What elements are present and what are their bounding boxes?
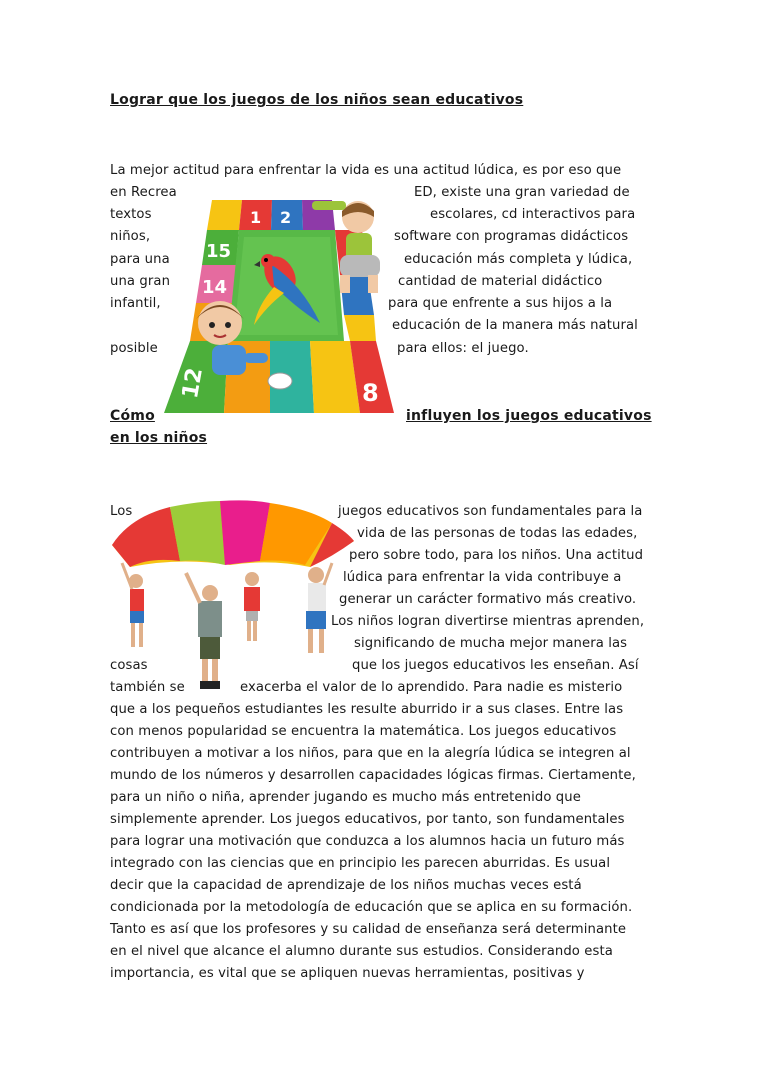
text-line: también se xyxy=(110,680,185,695)
text-line: Tanto es así que los profesores y su calidad de enseñanza será determinante xyxy=(110,922,627,937)
text-line: para una xyxy=(110,252,170,267)
text-line: ED, existe una gran variedad de xyxy=(414,185,630,200)
text-line: exacerba el valor de lo aprendido. Para nadie es misterio xyxy=(240,680,623,695)
play-mat-illustration xyxy=(162,195,398,415)
text-line: simplemente aprender. Los juegos educativos, por tanto, son fundamentales xyxy=(110,812,625,827)
child-figure xyxy=(186,573,222,689)
text-line: juegos educativos son fundamentales para la xyxy=(338,504,643,519)
text-line: cosas xyxy=(110,658,148,673)
child-figure xyxy=(244,572,260,641)
text-line: significando de mucha mejor manera las xyxy=(354,636,628,651)
text-line: niños, xyxy=(110,229,151,244)
mat-number: 12 xyxy=(177,365,208,401)
text-line: para un niño o niña, aprender jugando es mucho más entretenido que xyxy=(110,790,581,805)
text-line: importancia, es vital que se apliquen nuevas herramientas, positivas y xyxy=(110,966,585,981)
text-line: software con programas didácticos xyxy=(394,229,629,244)
mat-number: 14 xyxy=(202,277,228,298)
child-figure xyxy=(122,563,144,647)
text-line: una gran xyxy=(110,274,171,289)
text-line: Los xyxy=(110,504,133,519)
text-line: educación de la manera más natural xyxy=(392,318,638,333)
text-line: lúdica para enfrentar la vida contribuye a xyxy=(343,570,622,585)
section1-heading: Lograr que los juegos de los niños sean educativos xyxy=(110,92,524,108)
text-line: infantil, xyxy=(110,296,161,311)
text-line: en el nivel que alcance el alumno durante sus estudios. Considerando esta xyxy=(110,944,613,959)
text-line: mundo de los números y desarrollen capacidades lógicas firmas. Ciertamente, xyxy=(110,768,636,783)
mat-number: 15 xyxy=(206,241,232,262)
text-line: en Recrea xyxy=(110,185,177,200)
mat-number: 8 xyxy=(362,379,379,407)
section2-heading-part2: influyen los juegos educativos xyxy=(406,408,652,424)
child-figure xyxy=(306,563,332,653)
section2-heading-part1: Cómo xyxy=(110,408,155,424)
mat-number: 2 xyxy=(280,208,292,227)
text-line: que a los pequeños estudiantes les resulte aburrido ir a sus clases. Entre las xyxy=(110,702,624,717)
text-line: cantidad de material didáctico xyxy=(398,274,603,289)
text-line: integrado con las ciencias que en principio les parecen aburridas. Es usual xyxy=(110,856,611,871)
text-line: generar un carácter formativo más creativo. xyxy=(339,592,637,607)
mat-number: 1 xyxy=(250,208,262,227)
text-line: para ellos: el juego. xyxy=(397,341,529,356)
text-line: vida de las personas de todas las edades, xyxy=(357,526,638,541)
text-line: para que enfrente a sus hijos a la xyxy=(388,296,613,311)
text-line: Los niños logran divertirse mientras aprenden, xyxy=(331,614,645,629)
text-line: escolares, cd interactivos para xyxy=(430,207,636,222)
text-line: contribuyen a motivar a los niños, para que en la alegría lúdica se integren al xyxy=(110,746,631,761)
text-line: que los juegos educativos les enseñan. Así xyxy=(352,658,639,673)
text-line: pero sobre todo, para los niños. Una actitud xyxy=(349,548,644,563)
text-line: textos xyxy=(110,207,152,222)
section2-heading-line2: en los niños xyxy=(110,430,208,446)
text-line: con menos popularidad se encuentra la matemática. Los juegos educativos xyxy=(110,724,617,739)
text-line: posible xyxy=(110,341,158,356)
text-line: para lograr una motivación que conduzca a los alumnos hacia un futuro más xyxy=(110,834,625,849)
text-line: decir que la capacidad de aprendizaje de los niños muchas veces está xyxy=(110,878,582,893)
text-line: La mejor actitud para enfrentar la vida es una actitud lúdica, es por eso que xyxy=(110,163,622,178)
text-line: educación más completa y lúdica, xyxy=(404,252,633,267)
text-line: condicionada por la metodología de educación que se aplica en su formación. xyxy=(110,900,633,915)
